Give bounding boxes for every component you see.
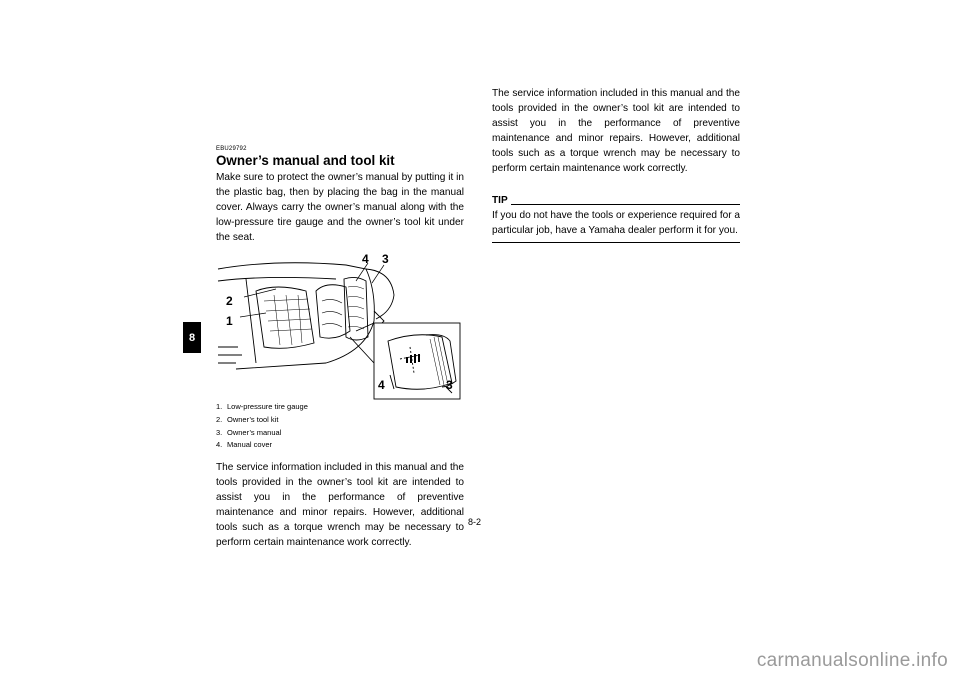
section-title: Owner’s manual and tool kit — [216, 153, 395, 168]
intro-paragraph: Make sure to protect the owner’s manual by putting it in the plastic bag, then by placing the bag in the manual cover. Always carry the owner’s manual along with the low-pressure tire gauge and the owner’s tool kit under the seat. — [216, 172, 464, 243]
legend-item: 4. Manual cover — [216, 440, 273, 450]
callout-2: 2 — [226, 294, 233, 308]
page-number: 8-2 — [468, 517, 482, 527]
tip-rule — [511, 204, 740, 205]
tool-kit-figure — [216, 251, 464, 399]
right-column — [492, 88, 741, 243]
reference-code: EBU29792 — [216, 146, 247, 152]
tip-header — [492, 195, 740, 207]
service-paragraph: The service information included in this manual and the tools provided in the owner’s tool kit are intended to assist you in the performance of preventive maintenance and minor repairs. However, additional tools such as a torque wrench may be necessary to perform certain maintenance work correctly. — [216, 462, 464, 549]
tool-kit-illustration — [216, 251, 464, 399]
legend-item: 2. Owner’s tool kit — [216, 414, 279, 424]
tip-text: If you do not have the tools or experience required for a particular job, have a Yamaha dealer perform it for you. — [492, 210, 741, 236]
callout-4-main: 4 — [362, 252, 369, 266]
service-paragraph-tail: The service information included in this manual and the tools provided in the owner’s tool kit are intended to assist you in the performance of preventive maintenance and minor repairs. However, additional tools such as a torque wrench may be necessary to perform certain maintenance work correctly. — [492, 88, 740, 174]
figure-legend — [216, 401, 464, 452]
watermark: carmanualsonline.info — [756, 650, 948, 671]
service-paragraph-continued — [492, 88, 740, 191]
legend-item: 1. Low-pressure tire gauge — [216, 402, 308, 411]
tip-end-rule — [492, 242, 740, 243]
chapter-tab: 8 — [183, 322, 201, 353]
legend-item: 3. Owner’s manual — [216, 427, 282, 437]
callout-3-main: 3 — [382, 252, 389, 266]
callout-1: 1 — [226, 314, 233, 328]
callout-3-inset: 3 — [446, 378, 453, 392]
callout-4-inset: 4 — [378, 378, 385, 392]
tip-label: TIP — [492, 195, 508, 206]
left-column — [216, 146, 464, 549]
